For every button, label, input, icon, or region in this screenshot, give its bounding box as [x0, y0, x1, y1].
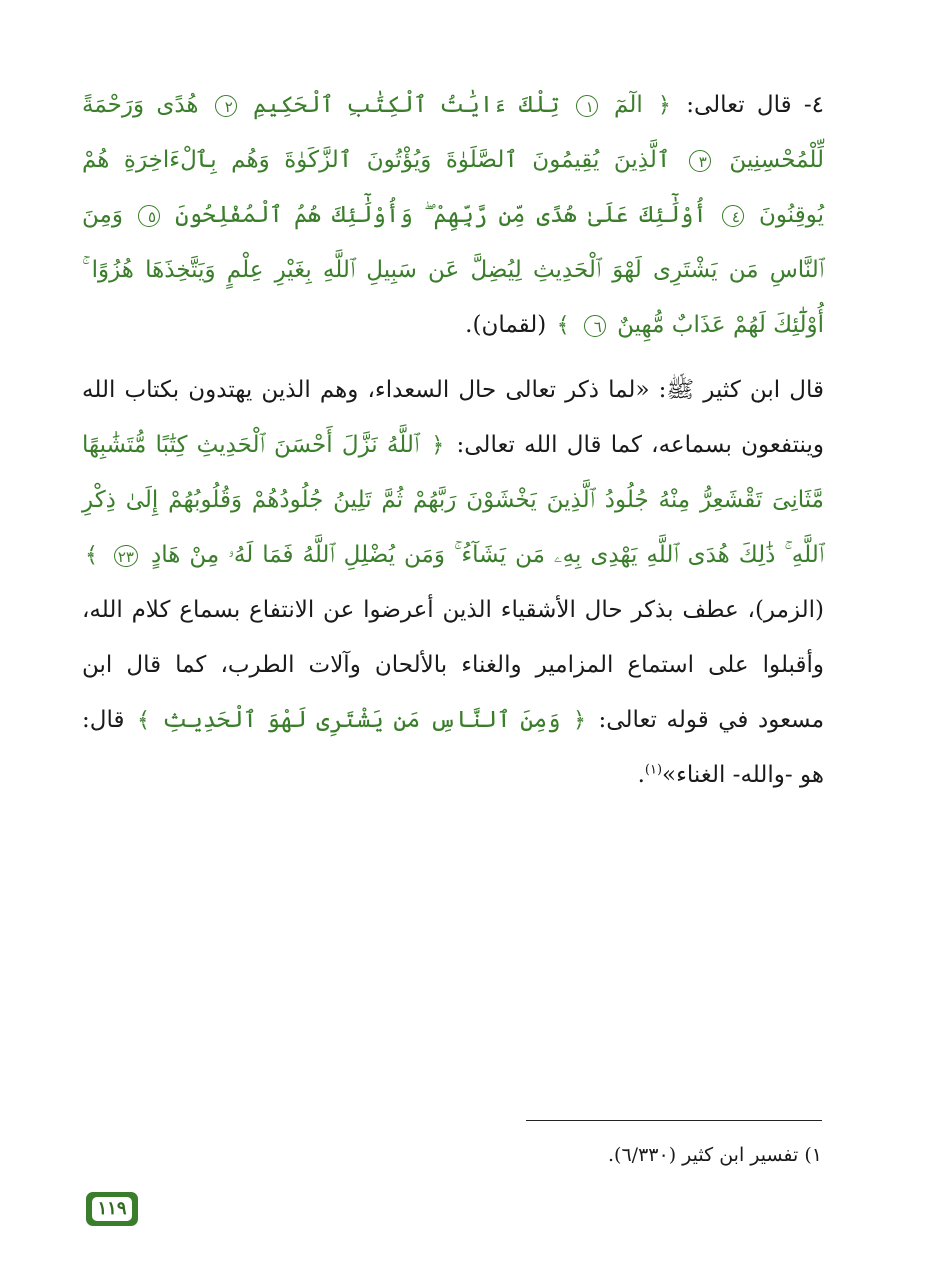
quran-open-bracket: ﴿: [573, 708, 586, 733]
quran-verse: هُدًى وَرَحْمَةً لِّلْمُحْسِنِينَ: [82, 92, 824, 173]
surah-source: (لقمان).: [465, 312, 547, 338]
paragraph-intro: ٤- قال تعالى:: [686, 92, 825, 118]
paragraph-intro: قال ابن كثير ﷺ: «لما ذكر تعالى حال السعداء، وهم الذين يهتدون بكتاب الله وينتفعون بسماعه، كما قال الله تعالى:: [82, 377, 824, 458]
ayah-number-marker: ٦: [584, 315, 606, 337]
quran-open-bracket: ﴿: [658, 93, 671, 118]
quran-verse: ٱلَّذِينَ يُقِيمُونَ ٱلصَّلَوٰةَ وَيُؤْتُونَ ٱلزَّكَوٰةَ وَهُم بِٱلْءَاخِرَةِ هُمْ يُوقِنُونَ: [82, 147, 825, 228]
page-number-badge: [86, 1192, 138, 1226]
ayah-number-marker: ٣: [689, 150, 711, 172]
footnote: ١) تفسير ابن كثير (٦/٣٣٠).: [608, 1144, 822, 1166]
ayah-number-marker: ٢٣: [114, 545, 138, 567]
ayah-number-marker: ٤: [722, 205, 744, 227]
quran-verse: ٱللَّهُ نَزَّلَ أَحْسَنَ ٱلْحَدِيثِ كِتَٰبًا مُّتَشَٰبِهًا مَّثَانِىَ تَقْشَعِرُّ مِنْهُ جُلُودُ ٱلَّذِينَ يَخْشَوْنَ رَبَّهُمْ ثُمَّ تَلِينُ جُلُودُهُمْ وَقُلُوبُهُمْ إِلَىٰ ذِكْرِ ٱللَّهِ ۚ ذَٰلِكَ هُدَى ٱللَّهِ يَهْدِى بِهِۦ مَن يَشَآءُ ۚ وَمَن يُضْلِلِ ٱللَّهُ فَمَا لَهُۥ مِنْ هَادٍ: [82, 432, 825, 568]
end-period: .: [637, 762, 645, 788]
paragraph-body-text: (الزمر)، عطف بذكر حال الأشقياء الذين أعرضوا عن الانتفاع بسماع كلام الله، وأقبلوا على استماع المزامير والغناء بالألحان وآلات الطرب، كما قال ابن مسعود في قوله تعالى:: [82, 597, 825, 733]
quran-close-bracket: ﴾: [556, 313, 570, 338]
quran-verse: أُوْلَٰٓئِكَ عَلَىٰ هُدًى مِّن رَّبِّهِمْ ۖ وَأُوْلَٰٓئِكَ هُمُ ٱلْمُفْلِحُونَ: [175, 202, 707, 228]
footnote-reference[interactable]: (١): [644, 762, 663, 778]
paragraph-ending: قال: هو -والله- الغناء»: [82, 707, 824, 788]
quran-verse: الٓمٓ: [614, 92, 643, 118]
paragraph-luqman: [82, 78, 824, 353]
quran-verse: وَمِنَ ٱلنَّاسِ مَن يَشْتَرِى لَهْوَ ٱلْحَدِيثِ لِيُضِلَّ عَن سَبِيلِ ٱللَّهِ بِغَيْرِ عِلْمٍ وَيَتَّخِذَهَا هُزُوًا ۚ أُوْلَٰٓئِكَ لَهُمْ عَذَابٌ مُّهِينٌ: [82, 202, 824, 338]
ayah-number-marker: ١: [576, 95, 598, 117]
quran-verse: تِلْكَ ءَايَٰتُ ٱلْكِتَٰبِ ٱلْحَكِيمِ: [253, 92, 560, 118]
paragraph-ibn-kathir: [82, 363, 824, 803]
quran-close-bracket: ﴾: [85, 543, 98, 568]
ayah-number-marker: ٥: [138, 205, 160, 227]
ayah-number-marker: ٢: [215, 95, 237, 117]
quran-verse: وَمِنَ ٱلنَّاسِ مَن يَشْتَرِى لَهْوَ ٱلْحَدِيثِ: [162, 707, 561, 733]
page-body: [82, 78, 824, 803]
quran-close-bracket: ﴾: [137, 708, 150, 733]
footnote-divider: [526, 1120, 822, 1121]
quran-open-bracket: ﴿: [431, 433, 445, 458]
page-number: ١١٩: [92, 1197, 131, 1221]
